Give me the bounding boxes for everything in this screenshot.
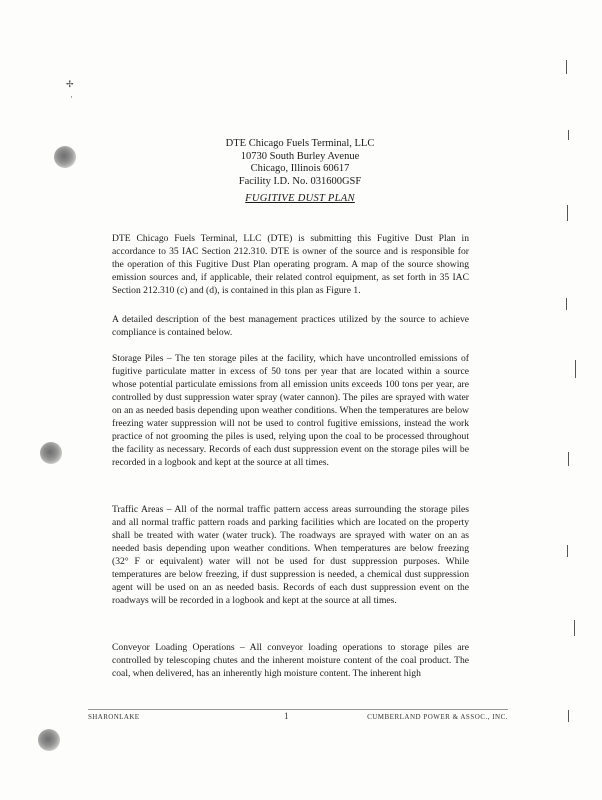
page-number: 1 xyxy=(284,711,289,721)
document-title: FUGITIVE DUST PLAN xyxy=(245,193,355,204)
paragraph-conveyor-loading: Conveyor Loading Operations – All conveyor loading operations to storage piles are controlled by telescoping chutes and the inherent moisture content of the coal product. The coal, when delivered, has an inherently high moisture content. The inherent high xyxy=(112,642,469,679)
page-footer xyxy=(88,711,508,723)
punch-hole-top xyxy=(54,146,76,168)
facility-id: Facility I.D. No. 031600GSF xyxy=(238,175,362,187)
scan-edge-mark xyxy=(575,360,576,378)
scan-speck: · xyxy=(70,92,73,102)
scan-edge-mark xyxy=(568,710,569,722)
scan-edge-mark xyxy=(574,620,575,636)
paragraph-intro: DTE Chicago Fuels Terminal, LLC (DTE) is submitting this Fugitive Dust Plan in accordance to 35 IAC Section 212.310. DTE is owner of the source and is responsible for the operation of this Fugitive Dust Plan operating program. A map of the source showing emission sources and, if applicable, their related control equipment, as set forth in 35 IAC Section 212.310 (c) and (d), is contained in this plan as Figure 1. xyxy=(112,233,469,296)
company-name: DTE Chicago Fuels Terminal, LLC xyxy=(225,138,375,149)
paragraph-storage-piles: Storage Piles – The ten storage piles at the facility, which have uncontrolled emissions of fugitive particulate matter in excess of 50 tons per year that are located within a source whose potential particulate emissions from all emission units exceeds 100 tons per year, are controlled by dust suppression water spray (water cannon). The piles are sprayed with water on an as needed basis depending upon weather conditions. When the temperatures are below freezing water suppression will not be used to control fugitive emissions, instead the work practice of not grooming the piles is used, relying upon the coal to be processed throughout the facility as necessary. Records of each dust suppression event on the storage piles will be recorded in a logbook and kept at the source at all times. xyxy=(112,353,469,468)
scan-edge-mark xyxy=(567,205,568,221)
scan-edge-mark xyxy=(566,298,567,310)
footer-right-text: CUMBERLAND POWER & ASSOC., INC. xyxy=(367,713,508,721)
punch-hole-bottom xyxy=(38,729,60,751)
paragraph-traffic-areas: Traffic Areas – All of the normal traffic pattern access areas surrounding the storage piles and all normal traffic pattern roads and parking facilities which are located on the property shall be treated with water (water truck). The roadways are sprayed with water on an as needed basis depending upon weather conditions. When temperatures are below freezing (32° F or equivalent) water will not be used for dust suppression purposes. While temperatures are below freezing, if dust suppression is needed, a chemical dust suppression agent will be used on an as needed basis. Records of each dust suppression event on the roadways will be recorded in a logbook and kept at the source at all times. xyxy=(112,504,469,606)
scan-edge-mark xyxy=(566,60,567,74)
scan-speck: ✢ xyxy=(66,79,74,89)
footer-rule xyxy=(88,709,508,710)
footer-left-text: SHARONLAKE xyxy=(88,713,140,721)
city-address: Chicago, Illinois 60617 xyxy=(250,163,350,174)
punch-hole-middle xyxy=(40,442,62,464)
scan-edge-mark xyxy=(568,452,569,466)
street-address: 10730 South Burley Avenue xyxy=(240,150,360,162)
scan-edge-mark xyxy=(568,130,569,140)
letterhead xyxy=(150,138,450,188)
paragraph-detailed-description: A detailed description of the best management practices utilized by the source to achieve compliance is contained below. xyxy=(112,314,469,338)
scan-edge-mark xyxy=(567,545,568,557)
